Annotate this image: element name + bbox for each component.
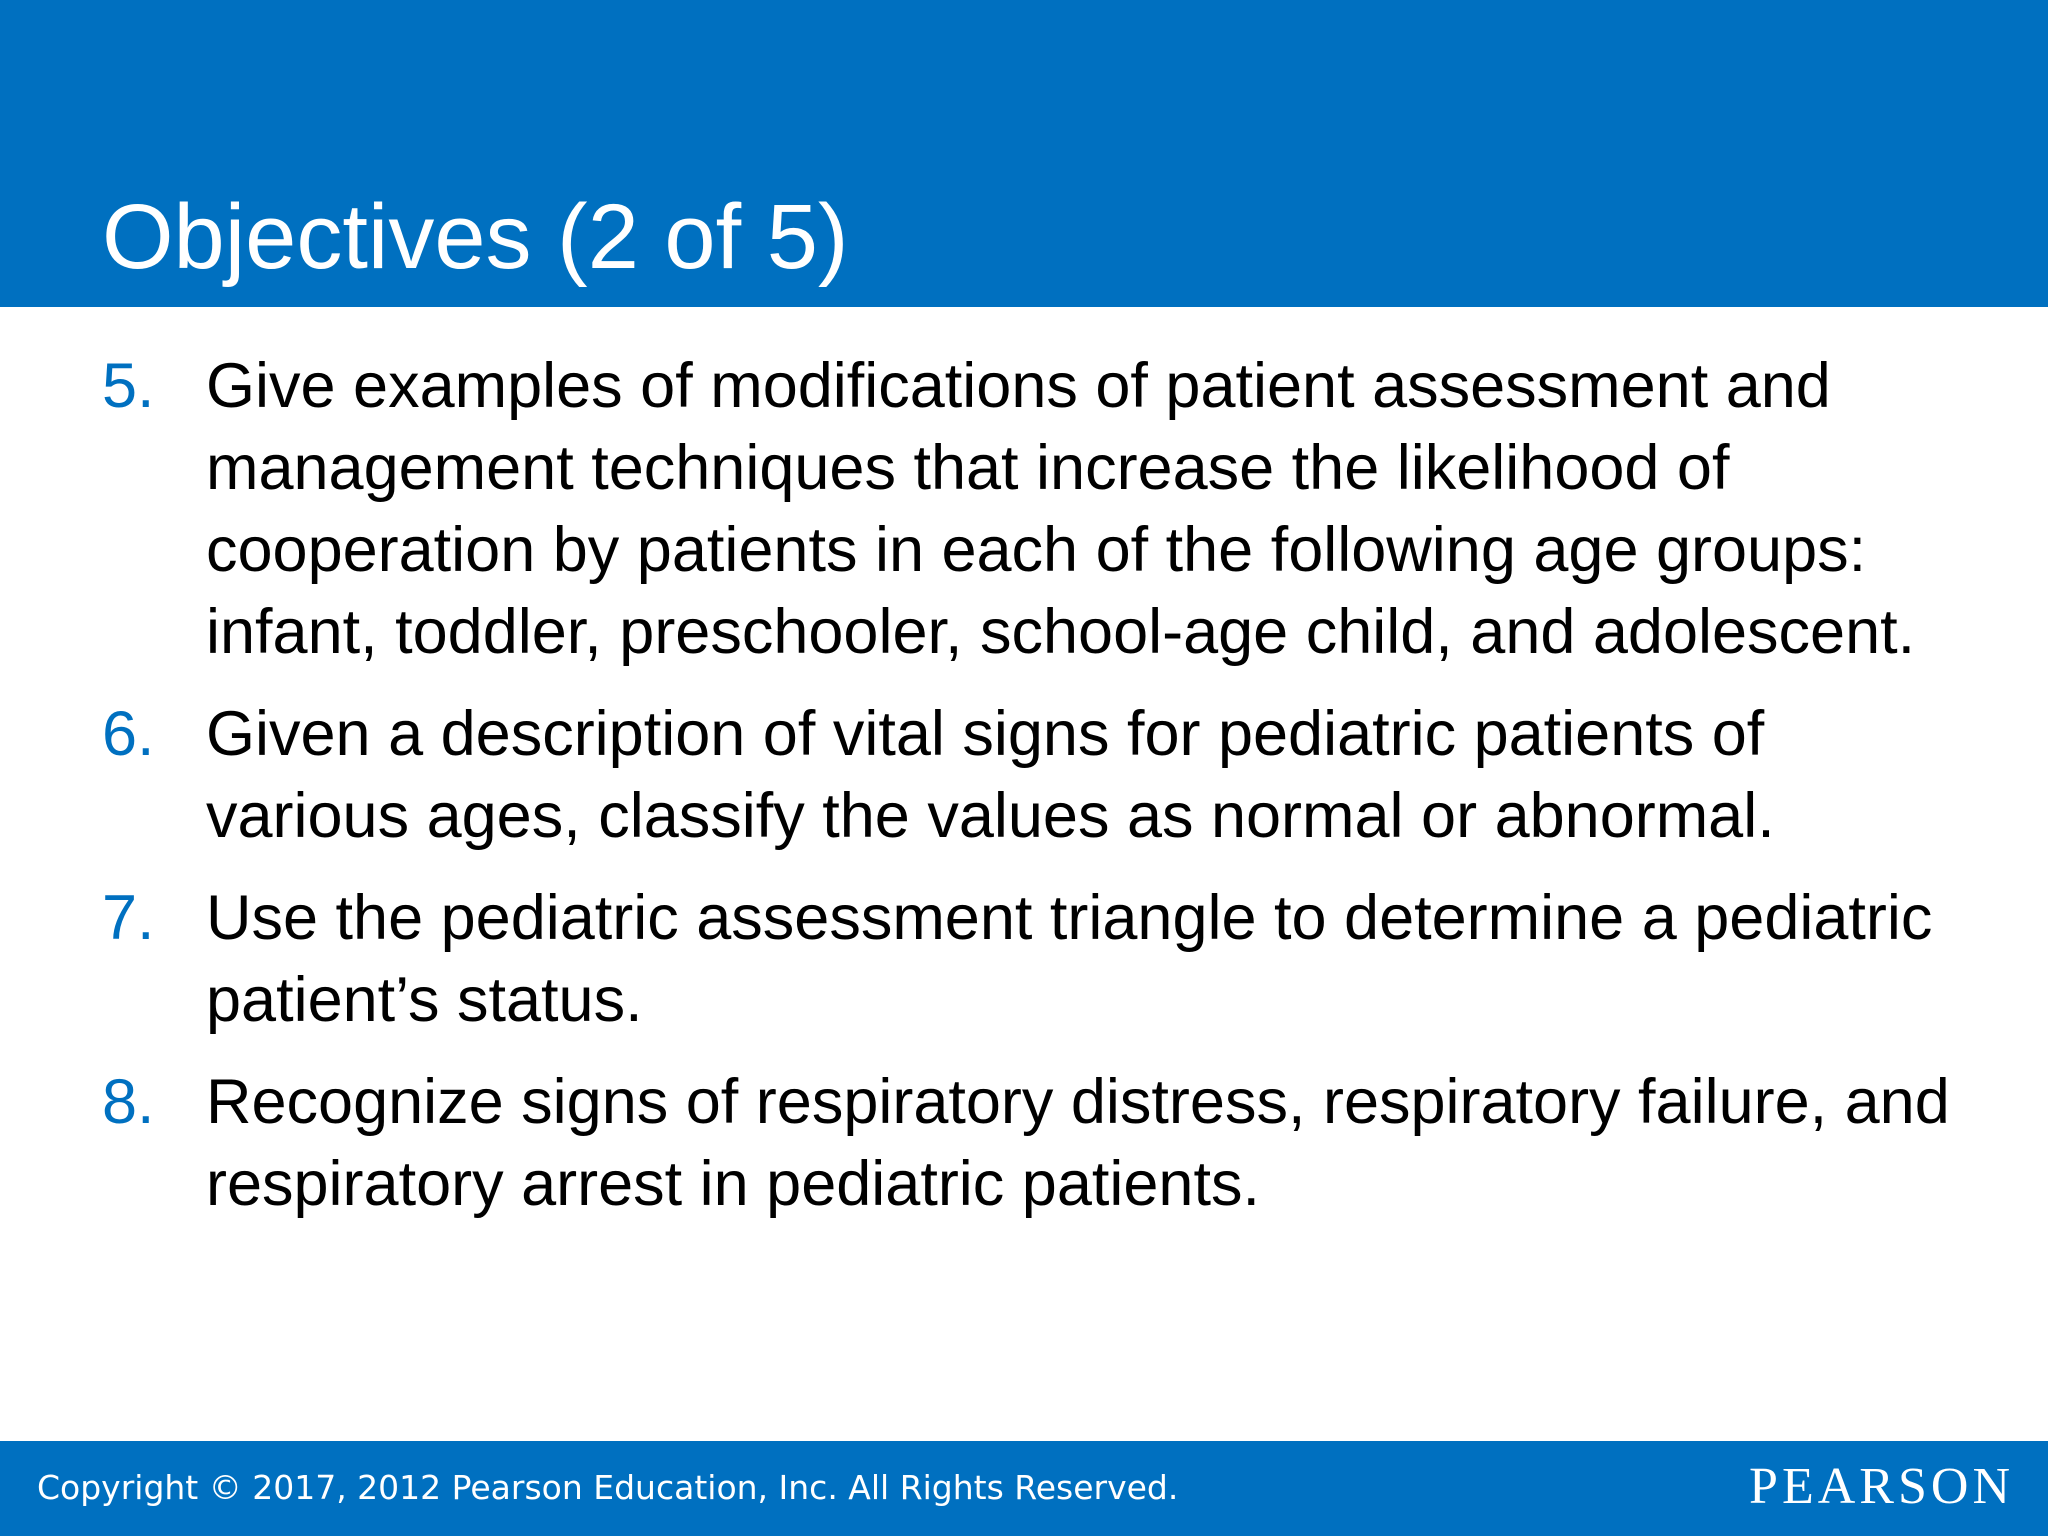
objective-number: 8. [102,1067,155,1137]
slide-title: Objectives (2 of 5) [102,186,849,288]
objective-text: Given a description of vital signs for pediatric patients of various ages, classify the values as normal or abnormal. [206,699,1775,851]
objective-item [102,877,1982,1041]
copyright-text: Copyright © 2017, 2012 Pearson Education, Inc. All Rights Reserved. [37,1468,1179,1507]
pearson-logo: PEARSON [1749,1458,2014,1515]
objective-text: Give examples of modifications of patient assessment and management techniques that increase the likelihood of cooperation by patients in each of the following age groups: infant, toddler, preschooler, school-age child, and adolescent. [206,351,1916,667]
objective-number: 5. [102,351,155,421]
objective-number: 7. [102,883,155,953]
header-bar [0,0,2048,307]
objectives-list [102,345,1982,1245]
objective-text: Recognize signs of respiratory distress, respiratory failure, and respiratory arrest in pediatric patients. [206,1067,1950,1219]
objective-item [102,345,1982,673]
objective-item [102,693,1982,857]
objective-item [102,1061,1982,1225]
footer-bar [0,1441,2048,1536]
objective-number: 6. [102,699,155,769]
objective-text: Use the pediatric assessment triangle to determine a pediatric patient’s status. [206,883,1933,1035]
